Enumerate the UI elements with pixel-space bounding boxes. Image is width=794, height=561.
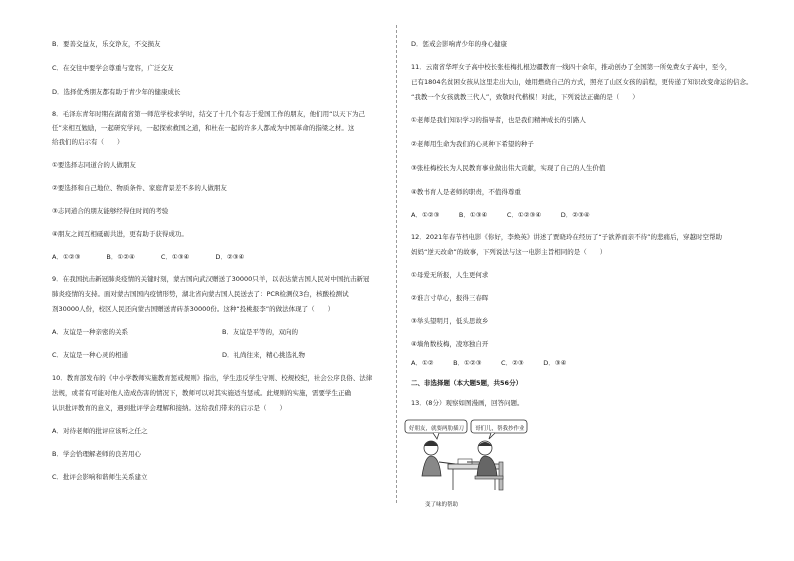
q13-stem: 13．(8分）观察如图漫画，回答问题。: [411, 399, 524, 407]
q8-stem-1: 8．毛泽东青年时期在湖南省第一师范学校求学时，结交了十几个有志于爱国工作的朋友，他们用“以天下为己: [52, 110, 366, 118]
q11-choices: A．①②③ B．①③④ C．①②③④ D．②③④: [411, 211, 590, 219]
q8-option-2: ②要选择和自己地位、物质条件、家庭背景差不多的人做朋友: [52, 184, 227, 192]
comic-drawing: [403, 418, 529, 514]
q10-option-d: D．惩戒会影响青少年的身心健康: [411, 40, 508, 48]
q12-option-1: ①母爱无所报，人生更何求: [411, 271, 489, 279]
q11-stem-2: 已有1804名贫困女孩从这里走出大山，她用燃烧自己的方式，照亮了山区女孩的前程，更传递了知识改变命运的信念。: [411, 78, 753, 86]
option-c-prev: C．在交往中要学会尊重与宽容，广泛交友: [52, 64, 174, 72]
q11-option-3: ③张桂梅校长为人民教育事业做出伟大贡献，实现了自己的人生价值: [411, 164, 606, 172]
option-b-prev: B．要善交益友，乐交诤友，不交损友: [52, 40, 161, 48]
q11-option-1: ①老师是我们知识学习的指导者，也是我们精神成长的引路人: [411, 116, 586, 124]
q10-option-c: C．批评会影响和谐师生关系建立: [52, 473, 148, 481]
q11-stem-3: “我教一个女孩就教三代人”，致敬时代楷模！对此，下列说法正确的是（ ）: [411, 93, 639, 101]
q9-stem-2: 肺炎疫情的支持。面对蒙古国国内疫情形势，湖北省向蒙古国人民送去了：PCR检测仪3台，核酸检测试: [52, 290, 349, 298]
q10-option-a: A．对待老师的批评应该听之任之: [52, 427, 148, 435]
comic-caption: 变了味的帮助: [425, 502, 459, 508]
q12-choices: A．①② B．①②③ C．②③ D．③④: [411, 359, 567, 367]
comic-bubble-left: 好朋友，就要两肋插刀: [409, 426, 465, 432]
q11-option-2: ②老师用生命为我们的心灵种下希望的种子: [411, 140, 534, 148]
q12-stem-2: 妈妈“逆天改命”的故事，下列说法与这一电影主旨相同的是（ ）: [411, 248, 607, 256]
option-d-prev: D．选择优秀朋友都有助于青少年的健康成长: [52, 88, 181, 96]
q12-stem-1: 12．2021年春节档电影《你好，李焕英》讲述了贾晓玲在经历了“子欲养而亲不待”的悲痛后，穿越时空帮助: [411, 233, 723, 241]
q12-option-2: ②谁言寸草心，报得三春晖: [411, 294, 489, 302]
column-divider: [396, 25, 397, 503]
q10-stem-3: 认识批评教育的意义，遇到批评学会理解和接纳。这给我们带来的启示是（ ）: [52, 404, 286, 412]
q10-stem-1: 10．教育部发布的《中小学教师实施教育惩戒规则》指出，学生违反学生守则、校规校纪，社会公序良俗、法律: [52, 374, 373, 382]
comic-illustration: [403, 418, 529, 514]
q9-option-a: A．友谊是一种亲密的关系: [52, 328, 128, 336]
q9-stem-1: 9．在我国抗击新冠肺炎疫情的关键时刻，蒙古国向武汉赠送了30000只羊，以表达蒙古国人民对中国抗击新冠: [52, 275, 370, 283]
q10-stem-2: 法规，或者有可能对他人造成伤害的情况下，教师可以对其实施适当惩戒。此规则的实施，需要学生正确: [52, 389, 351, 397]
q10-option-b: B．学会恰理解老师的良苦用心: [52, 450, 141, 458]
q12-option-4: ④墙角数枝梅，凌寒独自开: [411, 340, 489, 348]
q9-option-b: B．友谊是平等的，双向的: [222, 328, 298, 336]
q9-stem-3: 剂30000人份，校区人民还向蒙古国赠送青砖茶30000份。这种“投桃报李”的做法体现了（ ）: [52, 305, 335, 313]
q8-choices: A．①②③ B．①②④ C．①③④ D．②③④: [52, 253, 245, 261]
q9-option-d: D．礼尚往来，精心挑选礼物: [222, 351, 306, 359]
q8-stem-2: 任”来相互勉励，一起研究学问，一起探索救国之道，和杜在一起的许多人都成为中国革命的指梁之材。这: [52, 124, 355, 132]
section-2-heading: 二、非选择题（本大题5题，共56分）: [411, 379, 523, 387]
q8-stem-3: 给我们的启示有（ ）: [52, 138, 124, 146]
q11-stem-1: 11．云南省华坪女子高中校长张桂梅扎根边疆教育一线四十余年，推动创办了全国第一所免费女子高中，至今，: [411, 63, 732, 71]
q8-option-4: ④朋友之间互相砥砺共进，更有助于获得成功。: [52, 230, 188, 238]
q11-option-4: ④教书育人是老师的职责，不值得尊重: [411, 188, 521, 196]
q12-option-3: ③举头望明月，低头思故乡: [411, 317, 489, 325]
q8-option-1: ①要选择志同道合的人做朋友: [52, 161, 136, 169]
q8-option-3: ③志同道合的朋友能够经得住时间的考验: [52, 207, 169, 215]
comic-bubble-right: 哥们儿，帮我抄作业: [475, 426, 525, 432]
q9-option-c: C．友谊是一种心灵的相通: [52, 351, 129, 359]
